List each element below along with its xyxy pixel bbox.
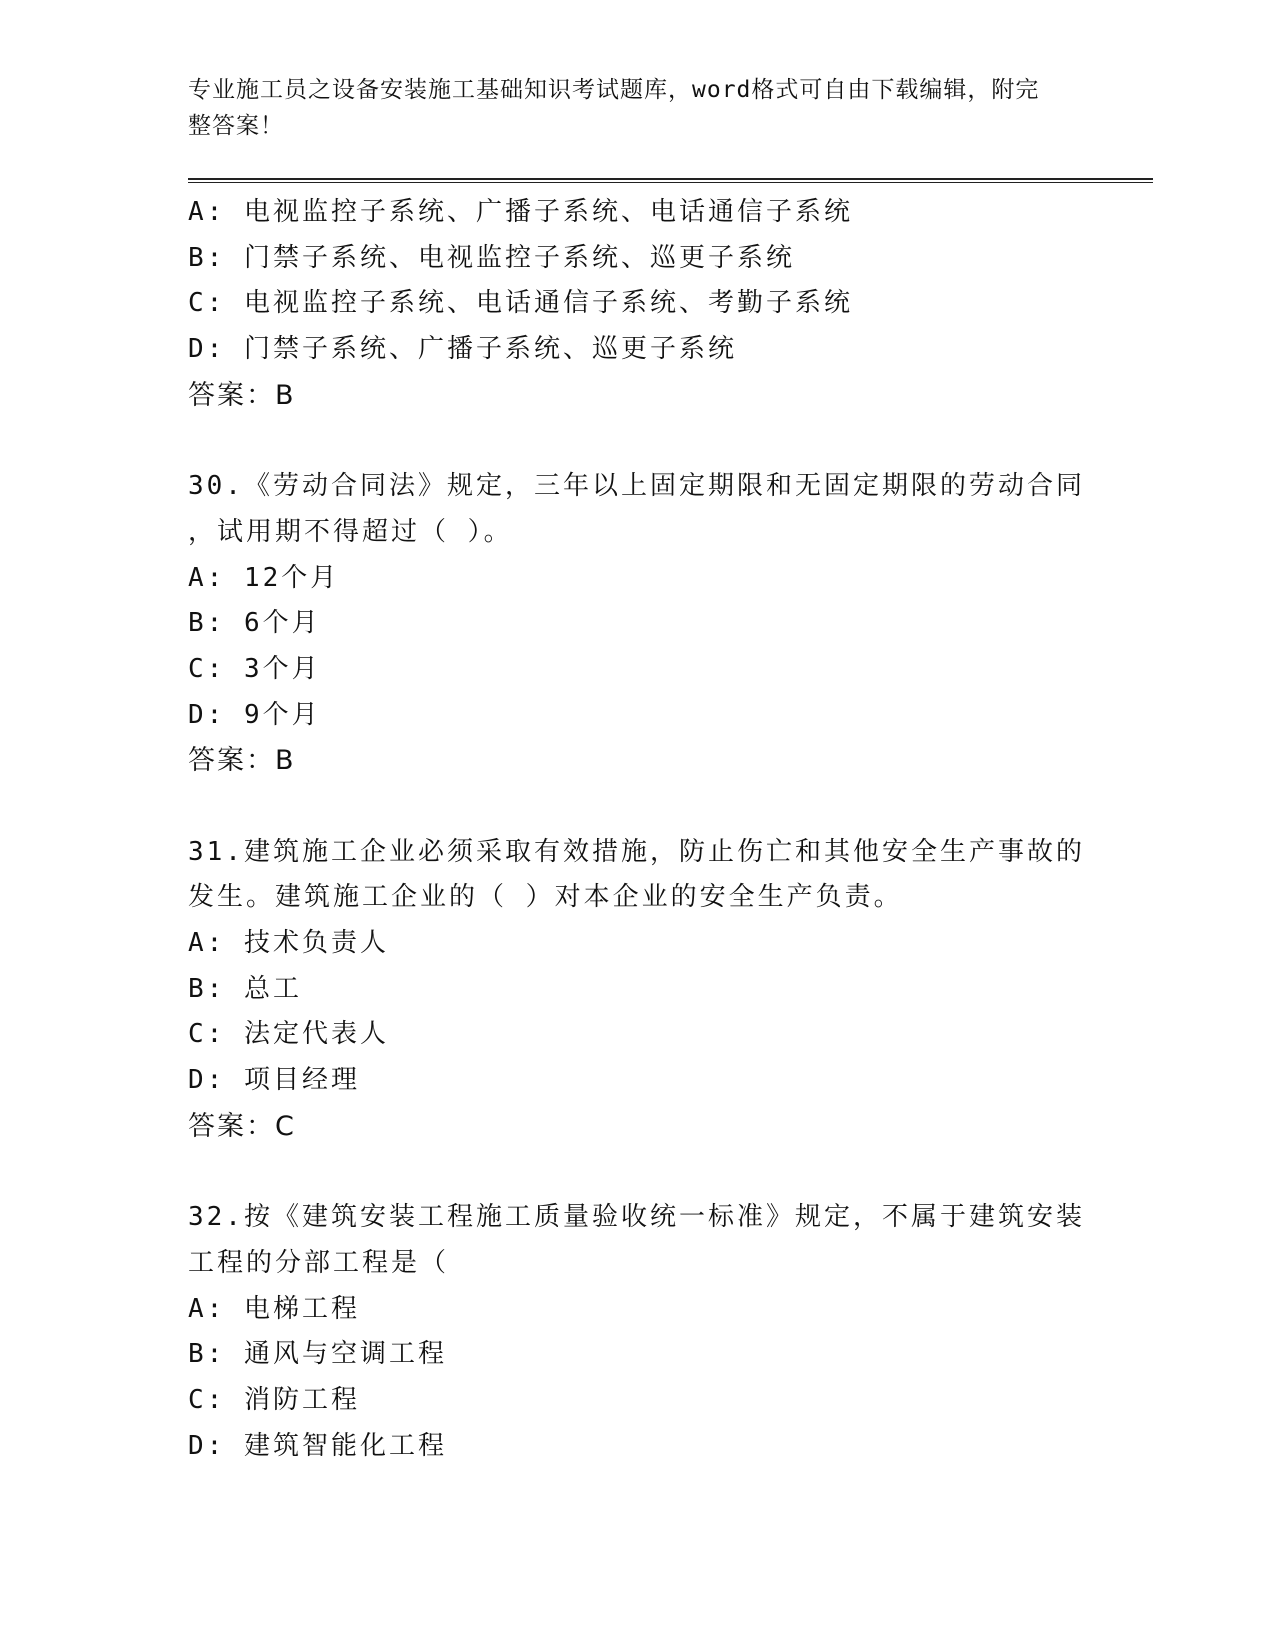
- option-c: C: 消防工程: [188, 1384, 360, 1415]
- option-a: A: 电视监控子系统、广播子系统、电话通信子系统: [188, 197, 853, 227]
- question-32: [188, 1195, 1088, 1469]
- option-d: D: 门禁子系统、广播子系统、巡更子系统: [188, 334, 737, 365]
- header-divider: [188, 178, 1153, 183]
- answer-line: 答案：B: [188, 379, 296, 411]
- page-header: [188, 72, 1068, 144]
- option-b: B: 总工: [188, 973, 302, 1004]
- question-31: [188, 830, 1088, 1150]
- option-b: B: 6个月: [188, 608, 321, 639]
- question-stem-line-1: 31.建筑施工企业必须采取有效措施，防止伤亡和其他安全生产事故的: [188, 836, 1085, 867]
- header-line-1: 专业施工员之设备安装施工基础知识考试题库，word格式可自由下载编辑，附完: [188, 77, 1040, 103]
- option-c: C: 法定代表人: [188, 1019, 389, 1050]
- option-a: A: 12个月: [188, 562, 340, 593]
- header-line-2: 整答案！: [188, 113, 284, 139]
- question-stem-line-2: 工程的分部工程是（: [188, 1247, 450, 1278]
- spacer: [188, 1149, 1088, 1195]
- question-29: [188, 190, 1088, 418]
- question-stem-line-2: 发生。建筑施工企业的（ ）对本企业的安全生产负责。: [188, 882, 903, 913]
- answer-line: 答案：C: [188, 1110, 296, 1142]
- question-list: [188, 190, 1088, 1469]
- option-a: A: 技术负责人: [188, 928, 389, 958]
- option-b: B: 门禁子系统、电视监控子系统、巡更子系统: [188, 242, 795, 273]
- option-c: C: 3个月: [188, 653, 321, 684]
- question-stem-line-1: 30.《劳动合同法》规定，三年以上固定期限和无固定期限的劳动合同: [188, 471, 1085, 502]
- option-d: D: 建筑智能化工程: [188, 1430, 447, 1461]
- spacer: [188, 784, 1088, 830]
- question-30: [188, 464, 1088, 784]
- answer-line: 答案：B: [188, 745, 296, 777]
- spacer: [188, 418, 1088, 464]
- option-d: D: 9个月: [188, 699, 321, 730]
- option-b: B: 通风与空调工程: [188, 1339, 447, 1370]
- question-stem-line-1: 32.按《建筑安装工程施工质量验收统一标准》规定，不属于建筑安装: [188, 1202, 1085, 1233]
- option-c: C: 电视监控子系统、电话通信子系统、考勤子系统: [188, 288, 853, 319]
- question-stem-line-2: ，试用期不得超过（ ）。: [188, 516, 513, 547]
- option-a: A: 电梯工程: [188, 1293, 360, 1324]
- option-d: D: 项目经理: [188, 1065, 360, 1096]
